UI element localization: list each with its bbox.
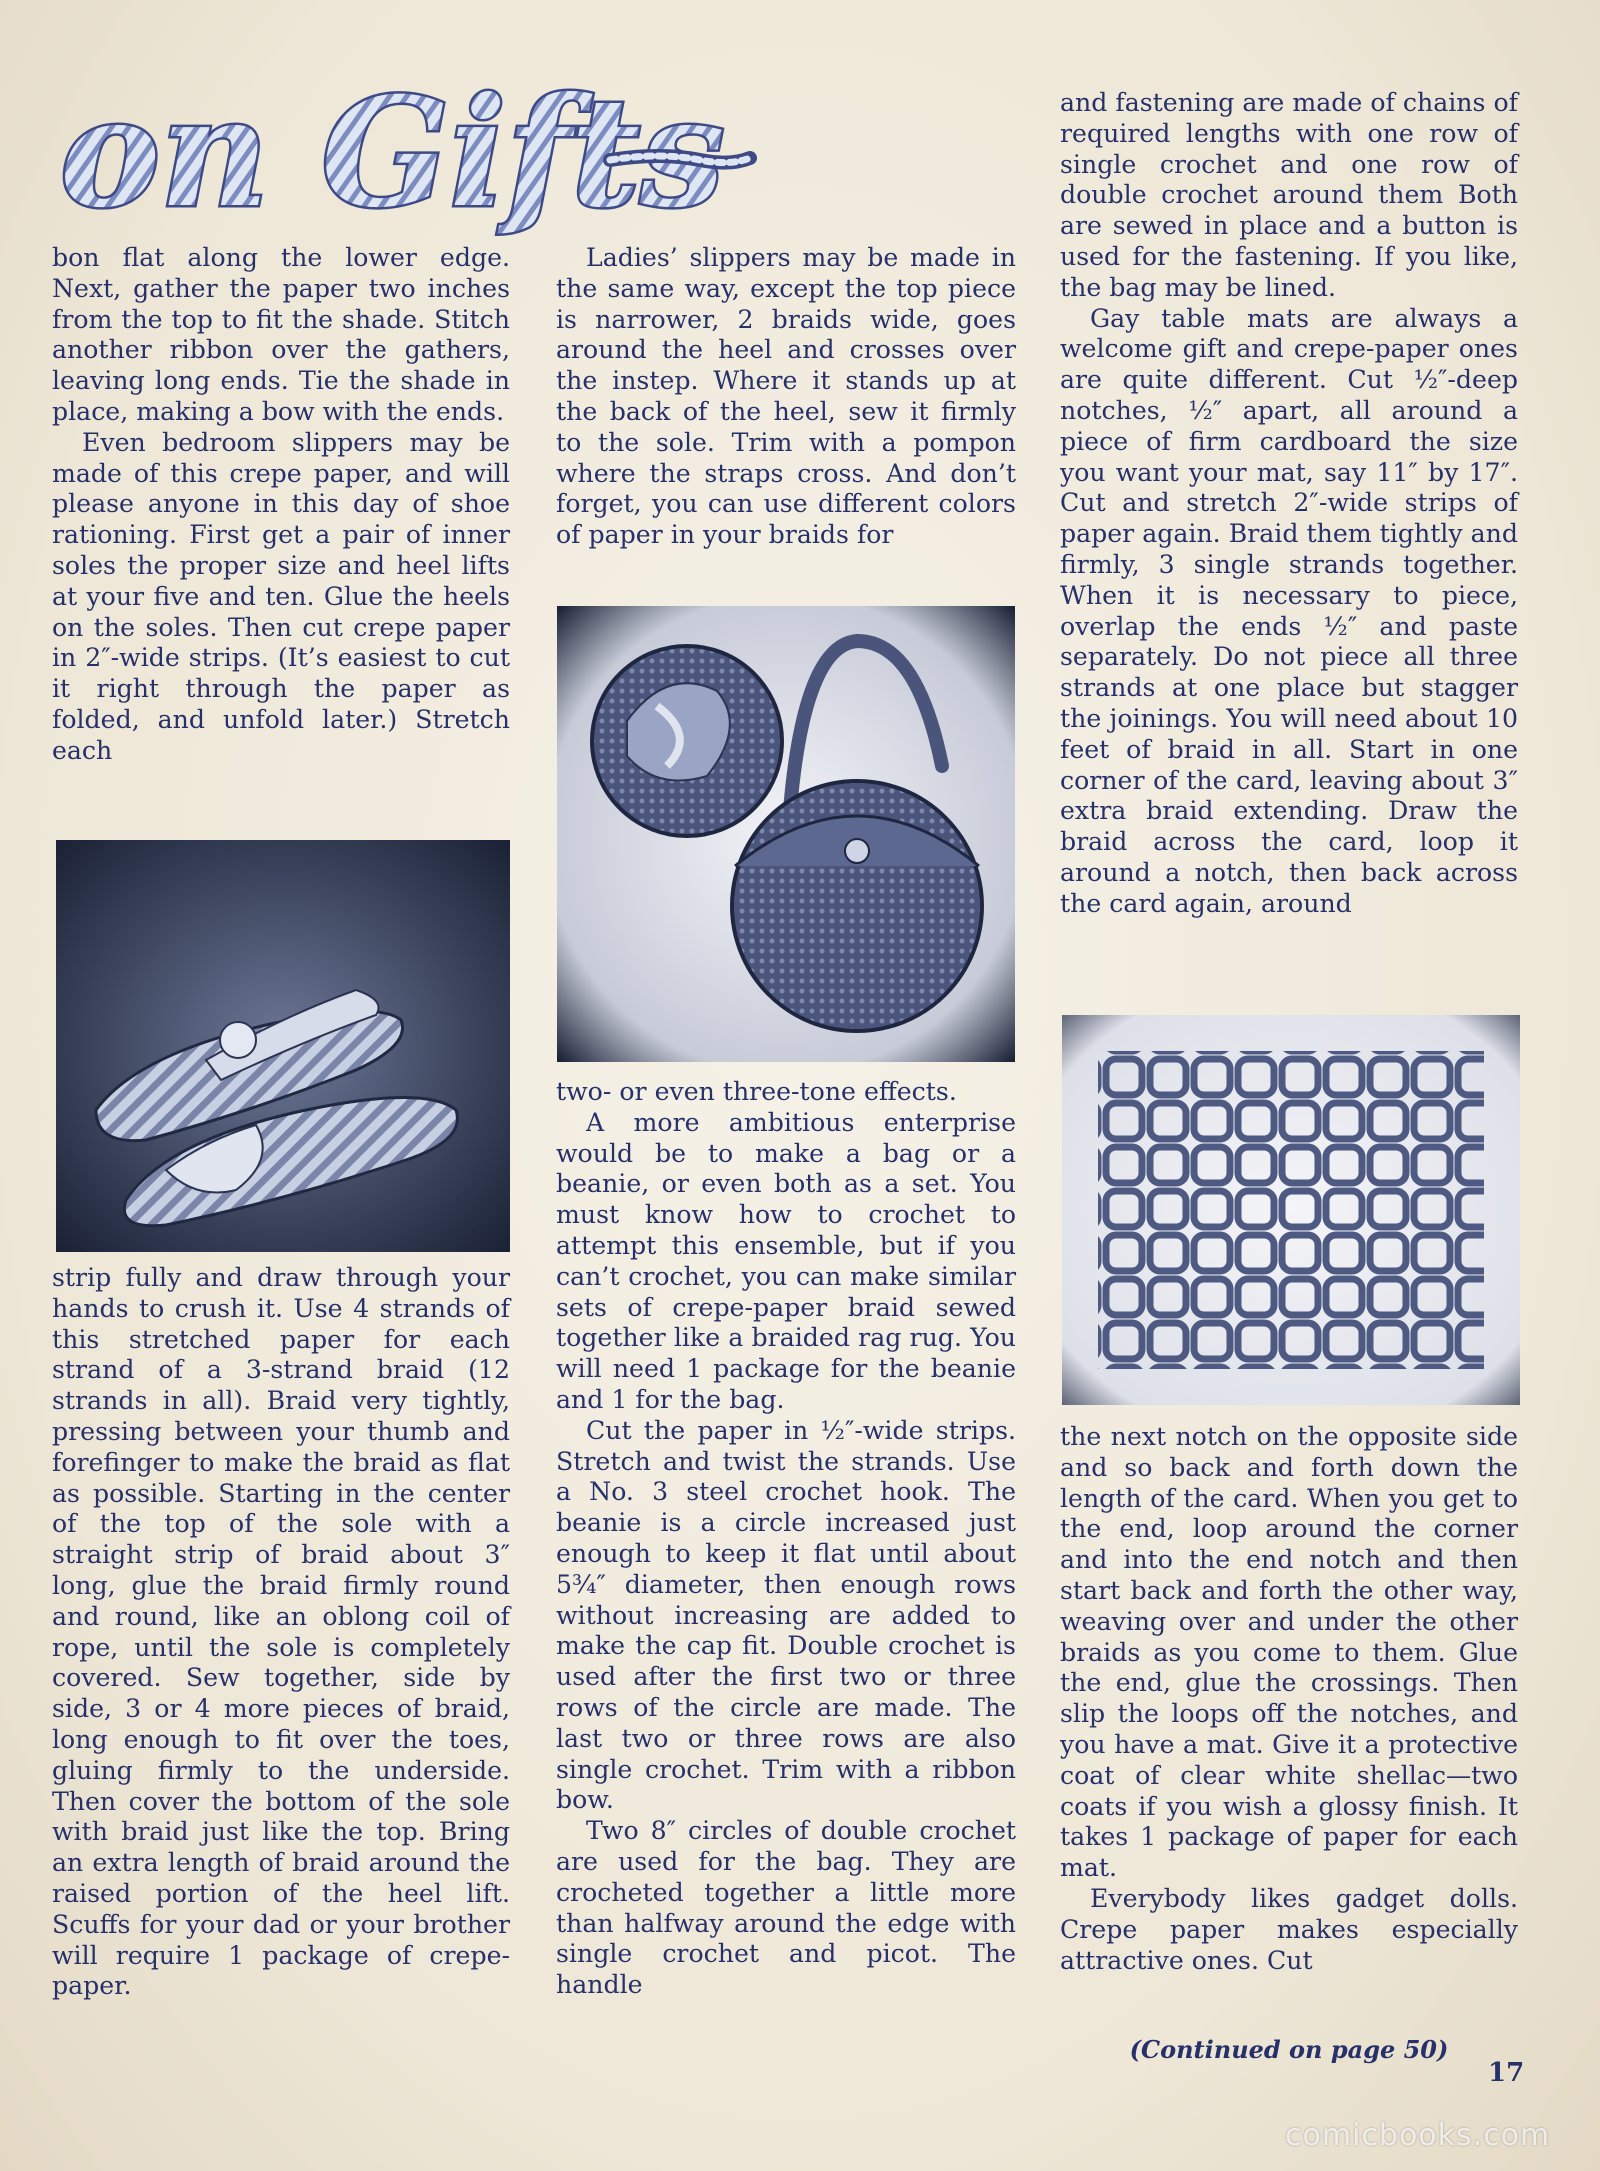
column-1-bottom <box>52 1263 510 2002</box>
slippers-illustration <box>56 840 510 1252</box>
paragraph: Two 8″ circles of double crochet are used for the bag. They are crocheted together a little more than halfway around the edge with single crochet and picot. The handle <box>556 1816 1016 2000</box>
paragraph: Ladies’ slippers may be made in the same way, except the top piece is narrower, 2 braids wide, goes around the heel and crosses over the instep. Where it stands up at the back of the heel, sew it firmly to the sole. Trim with a pompon where the straps cross. And don’t forget, you can use different colors of paper in your braids for <box>556 243 1016 550</box>
beanie-and-bag-photo <box>557 606 1015 1062</box>
column-2-top <box>556 243 1016 551</box>
title-text: on Gifts <box>60 65 725 241</box>
paragraph: two- or even three-tone effects. <box>556 1077 957 1106</box>
beanie-bag-illustration <box>557 606 1015 1062</box>
title-svg <box>50 40 770 250</box>
rope-lettered-title <box>50 40 770 250</box>
column-2-bottom <box>556 1077 1016 2001</box>
paragraph: Gay table mats are always a welcome gift and crepe-paper ones are quite different. Cut ½″-deep notches, ½″ apart, all around a piece of firm cardboard the size you want your mat, say 11″ by 17″. Cut and stretch 2″-wide strips of paper again. Braid them tightly and firmly, 3 single strands together. When it is necessary to piece, overlap the ends ½″ and paste separately. Do not piece all three strands at one place but stagger the joinings. You will need about 10 feet of braid in all. Start in one corner of the card, leaving about 3″ extra braid extending. Draw the braid across the card, loop it around a notch, then back across the card again, around <box>1060 303 1518 918</box>
watermark: comicbooks.com <box>1285 2118 1551 2153</box>
paragraph: Cut the paper in ½″-wide strips. Stretch and twist the strands. Use a No. 3 steel crochet hook. The beanie is a circle increased just enough to keep it flat until about 5¾″ diameter, then enough rows without increasing are added to make the cap fit. Double crochet is used after the first two or three rows of the circle are made. The last two or three rows are also single crochet. Trim with a ribbon bow. <box>556 1415 1016 1815</box>
column-1-top <box>52 243 510 767</box>
paragraph: the next notch on the opposite side and so back and forth down the length of the card. When you get to the end, loop around the corner and into the end notch and then start back and forth the other way, weaving over and under the other braids as you come to them. Glue the end, glue the crossings. Then slip the loops off the notches, and you have a mat. Give it a protective coat of clear white shellac—two coats if you wish a glossy finish. It takes 1 package of paper for each mat. <box>1060 1422 1518 1883</box>
paragraph: strip fully and draw through your hands to crush it. Use 4 strands of this stretched paper for each strand of a 3-strand braid (12 strands in all). Braid very tightly, pressing between your thumb and forefinger to make the braid as flat as possible. Starting in the center of the top of the sole with a straight strip of braid about 3″ long, glue the braid firmly round and round, like an oblong coil of rope, until the sole is completely covered. Sew together, side by side, 3 or 4 more pieces of braid, long enough to fit over the toes, gluing firmly to the underside. Then cover the bottom of the sole with braid just like the top. Bring an extra length of braid around the raised portion of the heel lift. Scuffs for your dad or your brother will require 1 package of crepe-paper. <box>52 1263 510 2001</box>
slippers-photo <box>56 840 510 1252</box>
paragraph: Everybody likes gadget dolls. Crepe paper makes especially attractive ones. Cut <box>1060 1883 1518 1975</box>
paragraph: Even bedroom slippers may be made of this crepe paper, and will please anyone in this day of shoe rationing. First get a pair of inner soles the proper size and heel lifts at your five and ten. Glue the heels on the soles. Then cut crepe paper in 2″-wide strips. (It’s easiest to cut it right through the paper as folded, and unfold later.) Stretch each <box>52 427 510 765</box>
paragraph: A more ambitious enterprise would be to make a bag or a beanie, or even both as a set. You must know how to crochet to attempt this ensemble, but if you can’t crochet, you can make similar sets of crepe-paper braid sewed together like a braided rag rug. You will need 1 package for the beanie and 1 for the bag. <box>556 1107 1016 1414</box>
table-mat-photo <box>1062 1015 1520 1405</box>
continued-note: (Continued on page 50) <box>1129 2035 1449 2064</box>
table-mat-illustration <box>1062 1015 1520 1405</box>
column-3-top <box>1060 88 1518 920</box>
paragraph: and fastening are made of chains of required lengths with one row of single crochet and one row of double crochet around them Both are sewed in place and a button is used for the fastening. If you like, the bag may be lined. <box>1060 88 1518 302</box>
paragraph: bon flat along the lower edge. Next, gather the paper two inches from the top to fit the shade. Stitch another ribbon over the gathers, leaving long ends. Tie the shade in place, making a bow with the ends. <box>52 243 510 426</box>
page-number: 17 <box>1488 2058 1525 2088</box>
column-3-bottom <box>1060 1422 1518 1976</box>
